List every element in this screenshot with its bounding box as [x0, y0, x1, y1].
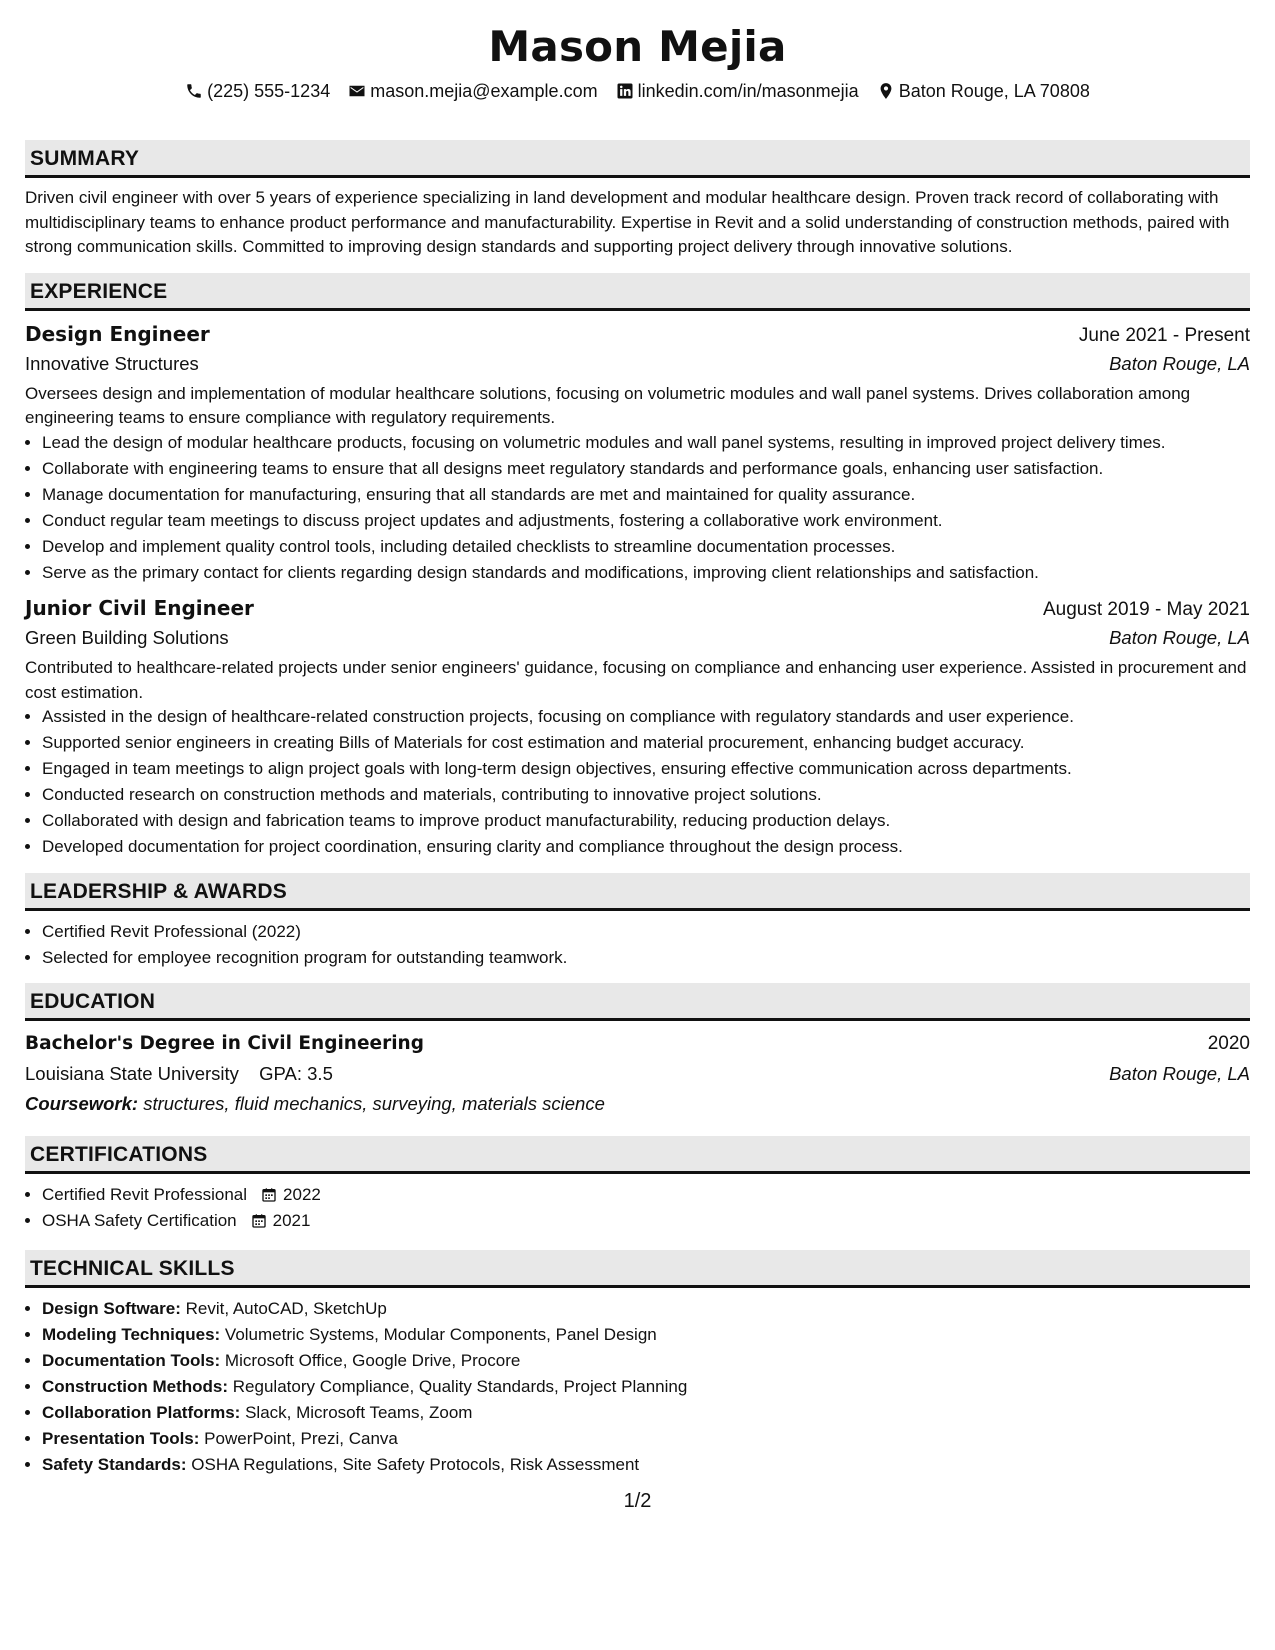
list-item — [42, 1297, 1250, 1322]
section-title-experience: EXPERIENCE — [25, 273, 1250, 311]
calendar-icon — [251, 1213, 267, 1229]
skill-label: Safety Standards: — [42, 1454, 187, 1474]
list-item — [42, 1375, 1250, 1400]
section-title-education: EDUCATION — [25, 983, 1250, 1021]
map-pin-icon — [877, 82, 895, 100]
list-item: • Conducted research on construction methods and materials, contributing to innovative project solutions. — [42, 783, 1250, 808]
page-number: 1/2 — [623, 1490, 652, 1512]
school-name: Louisiana State University — [25, 1063, 239, 1084]
degree-title: Bachelor's Degree in Civil Engineering — [25, 1033, 424, 1054]
job-description: Oversees design and implementation of modular healthcare solutions, focusing on volumetric modules and wall panel systems. Drives collaboration among engineering teams to ensure compliance with regulatory requirements. — [25, 383, 1191, 427]
skill-value: Slack, Microsoft Teams, Zoom — [245, 1402, 473, 1422]
list-item — [42, 1453, 1250, 1478]
job-dates: August 2019 - May 2021 — [1042, 599, 1250, 620]
list-item: • Supported senior engineers in creating Bills of Materials for cost estimation and material procurement, enhancing budget accuracy. — [42, 731, 1250, 756]
contact-email[interactable] — [348, 78, 597, 104]
candidate-name: Mason Mejia — [488, 22, 787, 71]
skill-value: OSHA Regulations, Site Safety Protocols, Risk Assessment — [191, 1454, 640, 1474]
list-item: • Selected for employee recognition program for outstanding teamwork. — [42, 946, 1250, 971]
skill-value: Microsoft Office, Google Drive, Procore — [224, 1350, 521, 1370]
contact-linkedin[interactable] — [616, 78, 859, 104]
skill-label: Documentation Tools: — [42, 1350, 221, 1370]
phone-icon — [185, 82, 203, 100]
section-title-certifications: CERTIFICATIONS — [25, 1136, 1250, 1174]
job-description: Contributed to healthcare-related projects under senior engineers' guidance, focusing on compliance and enhancing user experience. Assisted in procurement and cost estimation. — [25, 658, 1247, 702]
list-item: • Engaged in team meetings to align project goals with long-term design objectives, ensuring effective communication across departments. — [42, 757, 1250, 782]
list-item — [42, 1349, 1250, 1374]
skill-value: PowerPoint, Prezi, Canva — [204, 1428, 398, 1448]
skill-value: Regulatory Compliance, Quality Standards, Project Planning — [232, 1376, 688, 1396]
calendar-icon — [261, 1187, 277, 1203]
skill-label: Modeling Techniques: — [42, 1324, 221, 1344]
section-title-skills: TECHNICAL SKILLS — [25, 1250, 1250, 1288]
job-title: Design Engineer — [25, 321, 210, 346]
resume-page — [25, 0, 1250, 1479]
skills-list — [25, 1297, 1250, 1478]
coursework — [25, 1089, 1250, 1119]
school-location: Baton Rouge, LA — [1109, 1063, 1250, 1084]
job-entry — [25, 319, 1250, 586]
list-item — [42, 1183, 1250, 1208]
job-company: Green Building Solutions — [25, 627, 229, 648]
certifications-list — [25, 1183, 1250, 1234]
contact-bar — [25, 78, 1250, 104]
job-company: Innovative Structures — [25, 352, 199, 374]
list-item: • Collaborated with design and fabrication teams to improve product manufacturability, reducing production delays. — [42, 809, 1250, 834]
cert-name: • OSHA Safety Certification — [42, 1211, 237, 1230]
skill-value: Revit, AutoCAD, SketchUp — [185, 1298, 387, 1318]
list-item: • Certified Revit Professional (2022) — [42, 920, 1250, 945]
list-item — [42, 1427, 1250, 1452]
job-bullets — [25, 705, 1250, 860]
email-link[interactable]: mason.mejia@example.com — [370, 81, 598, 101]
list-item: • Collaborate with engineering teams to ensure that all designs meet regulatory standards and performance goals, enhancing user satisfaction. — [42, 457, 1250, 482]
gpa-text: GPA: 3.5 — [259, 1063, 333, 1084]
section-title-leadership: LEADERSHIP & AWARDS — [25, 873, 1250, 911]
cert-name: • Certified Revit Professional — [42, 1185, 248, 1204]
list-item — [42, 1323, 1250, 1348]
location-text: Baton Rouge, LA 70808 — [898, 81, 1090, 101]
linkedin-icon — [616, 82, 634, 100]
job-bullets — [25, 431, 1250, 586]
list-item — [42, 1401, 1250, 1426]
linkedin-link[interactable]: linkedin.com/in/masonmejia — [637, 81, 859, 101]
job-title: Junior Civil Engineer — [25, 596, 254, 620]
list-item: • Developed documentation for project coordination, ensuring clarity and compliance throughout the design process. — [42, 835, 1250, 860]
envelope-icon — [348, 82, 366, 100]
graduation-year: 2020 — [1207, 1033, 1250, 1054]
job-location: Baton Rouge, LA — [1109, 352, 1250, 374]
cert-year: 2021 — [272, 1211, 311, 1230]
cert-year: 2022 — [283, 1185, 321, 1204]
summary-text: Driven civil engineer with over 5 years of experience specializing in land development and modular healthcare design. Proven track record of collaborating with multidisciplinary teams to enhance product performance and manufacturability. Expertise in Revit and a solid understanding of construction methods, paired with strong communication skills. Committed to improving design standards and supporting project delivery through innovative solutions. — [25, 188, 1230, 256]
list-item: • Develop and implement quality control tools, including detailed checklists to streamline documentation processes. — [42, 535, 1250, 560]
list-item — [42, 1209, 1250, 1234]
phone-text: (225) 555-1234 — [207, 81, 331, 101]
skill-label: Design Software: — [42, 1298, 181, 1318]
job-dates: June 2021 - Present — [1078, 324, 1250, 346]
education-entry — [25, 1029, 1250, 1119]
contact-location — [877, 78, 1090, 104]
leadership-list — [25, 920, 1250, 971]
job-location: Baton Rouge, LA — [1109, 627, 1250, 648]
list-item: • Conduct regular team meetings to discuss project updates and adjustments, fostering a collaborative work environment. — [42, 509, 1250, 534]
job-entry — [25, 593, 1250, 860]
skill-label: Construction Methods: — [42, 1376, 229, 1396]
skill-label: Collaboration Platforms: — [42, 1402, 241, 1422]
skill-value: Volumetric Systems, Modular Components, Panel Design — [224, 1324, 657, 1344]
section-title-summary: SUMMARY — [25, 140, 1250, 178]
skill-label: Presentation Tools: — [42, 1428, 200, 1448]
coursework-text: structures, fluid mechanics, surveying, materials science — [143, 1093, 605, 1114]
list-item: • Assisted in the design of healthcare-related construction projects, focusing on compliance with regulatory standards and user experience. — [42, 705, 1250, 730]
list-item: • Serve as the primary contact for clients regarding design standards and modifications, improving client relationships and satisfaction. — [42, 561, 1250, 586]
contact-phone — [185, 78, 330, 104]
list-item: • Manage documentation for manufacturing, ensuring that all standards are met and maintained for quality assurance. — [42, 483, 1250, 508]
list-item: • Lead the design of modular healthcare products, focusing on volumetric modules and wall panel systems, resulting in improved project delivery times. — [42, 431, 1250, 456]
coursework-label: Coursework: — [25, 1093, 139, 1114]
